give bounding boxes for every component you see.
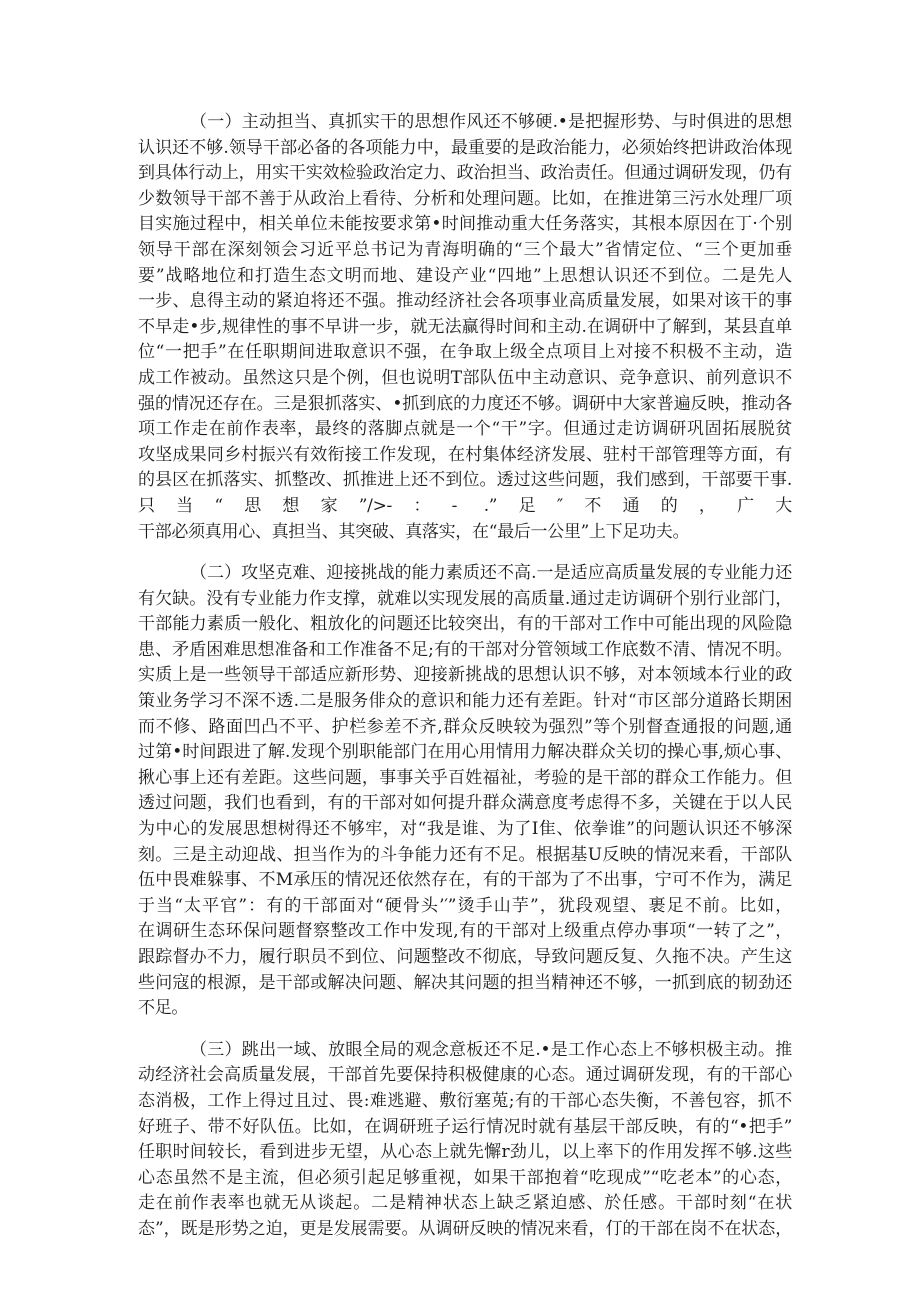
text-line: 心态虽然不是主流，但必须引起足够重视，如果干部抱着“吃现成”“吃老本”的心态，	[138, 1167, 792, 1188]
text-line: 揪心事上还有差距。这些问题，事事关乎百姓福祉，考验的是干部的群众工作能力。但	[138, 767, 792, 788]
text-line: 为中心的发展思想树得还不够牢，对“我是谁、为了I隹、依拳谁”的问题认识还不够深	[138, 819, 792, 840]
text-line: （一）主动担当、真抓实干的思想作风还不够硬.•是把握形势、与时俱进的思想	[190, 112, 792, 132]
text-line: 领导干部在深刻领会习近平总书记为青海明确的“三个最大”省情定位、“三个更加垂	[138, 239, 792, 260]
text-line: 不早走•步,规律性的事不早讲一步，就无法赢得时间和主动.在调研中了解到，某县直单	[138, 316, 792, 337]
text-line: 些问寇的根源，是干部或解决问题、解决其问题的担当精神还不够，一抓到底的韧劲还	[138, 972, 792, 993]
text-line: 的县区在抓落实、抓整改、抓推进上还不到位。透过这些问题，我们感到，干部要干事.	[138, 470, 792, 491]
paragraph-3	[138, 1038, 792, 1243]
document-page	[138, 110, 792, 1243]
text-line: 成工作被动。虽然这只是个例，但也说明T部队伍中主动意识、竞争意识、前列意识不	[138, 367, 792, 388]
text-line: 一步、息得主动的紧迫将还不强。推动经济社会各项事业高质量发展，如果对该干的事	[138, 291, 792, 312]
text-line: 项工作走在前作表率，最终的落脚点就是一个“干”字。但通过走访调研巩固拓展脱贫	[138, 419, 792, 440]
text-line: 干部必须真用心、真担当、其突破、真落实，在“最后一公里”上下足功夫。	[138, 521, 690, 542]
text-line: 到具体行动上，用实干实效检验政治定力、政治担当、政治责任。但通过调研发现，仍有	[138, 163, 792, 184]
text-line: 少数领导干部不善于从政治上看待、分析和处理问题。比如，在推进第三污水处理厂项	[138, 188, 792, 209]
text-line: 动经济社会高质量发展，干部首先要保持积极健康的心态。通过调研发现，有的干部心	[138, 1065, 792, 1086]
text-line: （二）攻坚克难、迎接挑战的能力素质还不高.一是适应高质量发展的专业能力还	[190, 563, 792, 584]
text-line: 态”，既是形势之迫，更是发展需要。从调研反映的情况来看，仃的干部在岗不在状态，	[138, 1218, 792, 1239]
text-line: 位“一把手”在任职期间进取意识不强，在争取上级全点项目上对接不积极不主动，造	[138, 342, 792, 363]
paragraph-2	[138, 561, 792, 1022]
text-line: 不足。	[138, 998, 189, 1019]
paragraph-spacer	[138, 1022, 792, 1038]
text-line: 策业务学习不深不透.二是服务俳众的意识和能力还有差距。针对“市区部分道路长期困	[138, 691, 792, 712]
text-line: 透过问题，我们也看到，有的干部对如何提升群众满意度考虑得不多，关键在于以人民	[138, 793, 792, 814]
text-line: 目实施过程中，相关单位未能按要求第•时间推动重大任务落实，其根本原因在丁·个别	[138, 214, 792, 235]
text-line: 有欠缺。没有专业能力作支撑，就难以实现发展的高质量.通过走访调研个别行业部门，	[138, 588, 792, 609]
paragraph-spacer	[138, 545, 792, 561]
text-line: 任职时间较长，看到进步无望，从心态上就先懈r劲儿，以上率下的作用发挥不够.这些	[138, 1142, 792, 1163]
text-line: 刻。三是主动迎战、担当作为的斗争能力还有不足。根据基U反映的情况来看，干部队	[138, 844, 792, 865]
text-line: 而不修、路面凹凸不平、护栏参差不齐,群众反映较为强烈”等个别督查通报的问题,通	[138, 716, 792, 737]
text-line: 好班子、带不好队伍。比如，在调研班子运行情况时就有基层干部反映，有的“•把手”	[138, 1116, 792, 1137]
text-line: 态消极，工作上得过且过、畏:难逃避、敷衍塞莵;有的干部心态失衡，不善包容，抓不	[138, 1090, 792, 1111]
text-line: 要”战略地位和打造生态文明而地、建设产业“四地”上思想认识还不到位。二是先人	[138, 265, 792, 286]
text-line: 患、矛盾困难思想准备和工作准备不足;有的干部对分管领域工作底数不清、情况不明。	[138, 639, 792, 660]
text-line: 强的情况还存在。三是狠抓落实、•抓到底的力度还不够。调研中大家普遍反映，推动各	[138, 393, 792, 414]
text-line: 认识还不够.领导干部必备的各项能力中，最重要的是政治能力，必须始终把讲政治体现	[138, 137, 792, 158]
text-line: 于当“太平官”：有的干部面对“硬骨头’′”烫手山芋”，犹段观望、裹足不前。比如，	[138, 895, 792, 916]
text-line: （三）跳出一域、放眼全局的观念意板还不足.•是工作心态上不够枳极主动。推	[190, 1039, 792, 1060]
text-line: 跟踪督办不力，履行职员不到位、问题整改不彻底，导致问题反复、久拖不决。产生这	[138, 947, 792, 967]
text-line: 过第•时间跟进了解.发现个别职能部门在用心用情用力解决群众关切的操心事,烦心事、	[138, 742, 792, 763]
text-line: 只当“思想家”/>-：- .”足″不通的，广大	[138, 495, 792, 516]
text-line: 攻坚成果同乡村振兴有效衔接工作发现，在村集体经济发展、驻村干部管理等方面，有	[138, 444, 792, 465]
paragraph-1	[138, 110, 792, 545]
text-line: 实质上是一些领导干部适应新形势、迎接新挑战的思想认识不够，对本领域本行业的政	[138, 665, 792, 686]
text-line: 在调研生态环保问题督察整改工作中发现,有的干部对上级重点停办事项“一转了之”，	[138, 921, 792, 942]
text-line: 伍中畏难躲事、不M承压的情况还依然存在，有的干部为了不出事，宁可不作为，满足	[138, 870, 792, 891]
text-line: 干部能力素质一般化、粗放化的问题还比较突出，有的干部对工作中可能出现的风险隐	[138, 614, 792, 635]
text-line: 走在前作表率也就无从谈起。二是精神状态上缺乏紧迫感、於任感。干部时刻“在状	[138, 1193, 792, 1214]
